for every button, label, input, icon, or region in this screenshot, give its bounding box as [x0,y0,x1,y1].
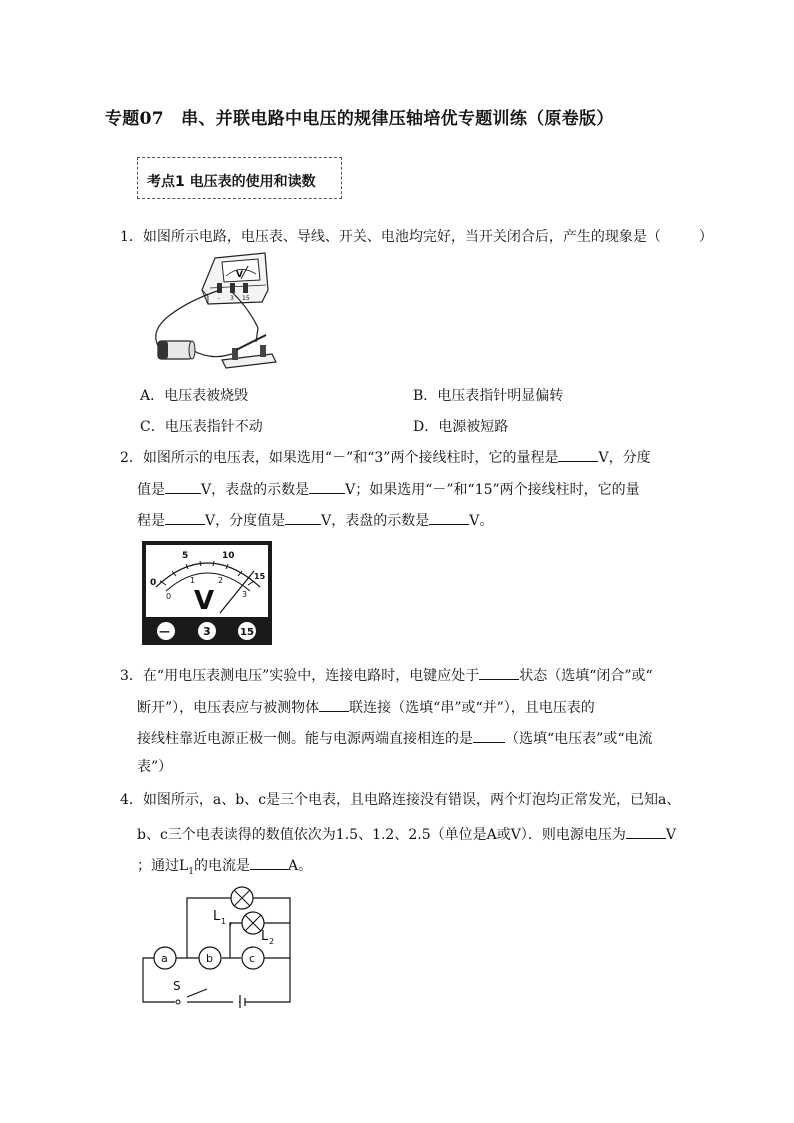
q1-terminal-neg [217,283,222,293]
q1-option-b: B．电压表指针明显偏转 [413,388,564,404]
q2-top-scale-5: 5 [182,551,189,561]
q2-blank-reading-15[interactable] [429,510,469,525]
q3-text: 3．在“用电压表测电压”实验中，连接电路时，电键应处于 [120,668,480,684]
q2-dial-letter: V [194,586,215,616]
q1-option-a: A．电压表被烧毁 [140,388,249,404]
q2-blank-reading-3[interactable] [309,479,345,494]
q3-line-3 [137,728,652,747]
q2-text: V；如果选用“－”和“15”两个接线柱时，它的量 [345,482,640,498]
q2-line-2 [137,479,640,498]
q1-option-d: D．电源被短路 [413,419,509,435]
q3-blank-meter[interactable] [473,728,505,743]
q4-subscript: 1 [188,866,195,877]
q4-text: 的电流是 [194,858,251,874]
q3-line-2 [137,697,595,716]
q1-terminal-label-15: 15 [242,295,250,302]
q2-text: V。 [469,513,494,529]
q1-stem-text: 1．如图所示电路，电压表、导线、开关、电池均完好，当开关闭合后，产生的现象是（ [120,229,661,245]
q2-blank-division-15[interactable] [285,510,321,525]
q4-lamp-l2-label: L [261,929,269,944]
q1-terminal-label-neg: - [218,295,221,302]
q2-text: 2．如图所示的电压表，如果选用“－”和“3”两个接线柱时，它的量程是 [120,450,559,466]
q4-blank-current[interactable] [250,855,288,870]
q4-text: b、c三个电表读得的数值依次为1.5、1.2、2.5（单位是A或V）．则电源电压为 [137,827,626,843]
q4-lamp-l2-sub: 2 [269,937,275,946]
q3-line-1 [120,665,653,684]
topic-label: 考点1 电压表的使用和读数 [147,174,316,190]
q1-terminal-3 [230,283,235,293]
q1-terminal-label-3: 3 [230,295,234,302]
q3-blank-state[interactable] [479,665,519,680]
q3-text: 联连接（选填“串”或“并”），且电压表的 [349,700,595,716]
q2-bottom-scale-1: 1 [190,576,196,585]
q4-switch-label: S [173,979,181,993]
q2-text: V，分度 [598,450,651,466]
page-title: 专题07 串、并联电路中电压的规律压轴培优专题训练（原卷版） [105,109,614,129]
q2-text: V，分度值是 [205,513,286,529]
q2-top-scale-15: 15 [254,572,266,581]
q2-bottom-scale-3: 3 [242,590,248,599]
q3-text: 接线柱靠近电源正极一侧。能与电源两端直接相连的是 [137,731,473,747]
q4-meter-b-label: b [206,952,213,965]
q4-switch-icon [176,1000,180,1004]
q4-text: A。 [288,858,313,874]
q4-lamp-l1-icon [231,887,253,909]
q3-text: 断开”），电压表应与被测物体 [137,700,320,716]
q2-line-1 [120,447,651,466]
q1-switch-icon [222,335,276,368]
q1-option-c: C．电压表指针不动 [140,419,263,435]
q2-text: V，表盘的示数是 [201,482,310,498]
q4-line-3 [137,855,312,880]
q2-top-scale-10: 10 [222,551,235,561]
q4-lamp-l1-label: L [213,909,221,924]
q1-circuit-figure [140,250,280,375]
q4-blank-voltage[interactable] [626,824,666,839]
q2-blank-division-3[interactable] [165,479,201,494]
q2-top-scale-0: 0 [150,578,157,588]
q1-battery-icon [158,341,195,359]
q2-text: V，表盘的示数是 [321,513,430,529]
q4-text: ；通过L [137,858,189,874]
q4-line-1: 4．如图所示，a、b、c是三个电表，且电路连接没有错误，两个灯泡均正常发光，已知a、 [120,792,681,808]
q4-text: V [665,827,676,843]
q2-terminal-3: 3 [203,625,211,638]
q2-terminal-neg: — [159,625,170,638]
q2-blank-range-3[interactable] [558,447,598,462]
q1-stem [120,229,713,245]
q2-terminal-15: 15 [240,627,254,638]
q2-line-3 [137,510,493,529]
q4-lamp-l1-sub: 1 [221,917,227,926]
q4-circuit-diagram [135,878,300,1008]
q3-text: 状态（选填“闭合”或“ [519,668,653,684]
q1-terminal-15 [243,283,248,293]
q4-meter-a-label: a [161,952,168,965]
q1-stem-close: ） [698,229,713,245]
q3-text: （选填“电压表”或“电流 [505,731,653,747]
q3-blank-connection[interactable] [319,697,349,712]
q2-blank-range-15[interactable] [165,510,205,525]
q2-bottom-scale-0: 0 [166,592,172,601]
q2-voltmeter-dial [142,541,272,645]
q2-text: 程是 [137,513,165,529]
q3-line-4: 表”） [137,759,173,775]
q4-line-2 [137,824,676,843]
q2-text: 值是 [137,482,165,498]
q2-bottom-scale-2: 2 [218,576,224,585]
q4-meter-c-label: c [249,952,256,965]
q1-meter-letter: V [236,270,243,280]
